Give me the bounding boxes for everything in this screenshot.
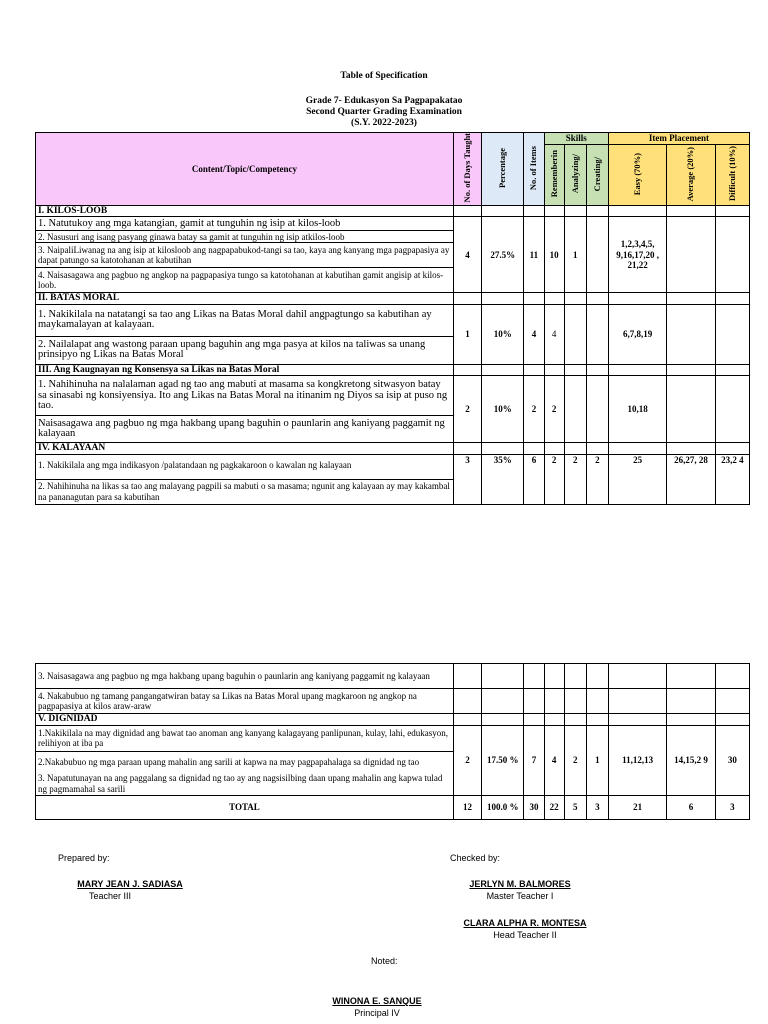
total-easy: 21	[608, 795, 666, 819]
checker2-block	[455, 918, 595, 940]
total-percentage: 100.0 %	[482, 795, 524, 819]
section-heading: II. BATAS MORAL	[36, 293, 454, 305]
analyzing-value: 2	[564, 454, 586, 504]
competency: 3. Naisasagawa ang pagbuo ng mga hakbang upang baguhin o paunlarin ang kaniyang paggamit ng kalayaan	[36, 664, 454, 689]
doc-grade: Grade 7- Edukasyon Sa Pagpapakatao	[305, 96, 463, 106]
creating-value: 1	[586, 725, 608, 795]
difficult-value	[715, 376, 749, 443]
creating-value	[586, 217, 608, 293]
easy-value: 11,12,13	[608, 725, 666, 795]
creating-value	[586, 304, 608, 364]
analyzing-value	[564, 376, 586, 443]
total-label: TOTAL	[36, 795, 454, 819]
spec-table-continued	[35, 663, 750, 820]
section-heading: III. Ang Kaugnayan ng Konsensya sa Likas na Batas Moral	[36, 364, 454, 376]
percentage-value: 10%	[482, 304, 524, 364]
header-analyzing: Analyzing/	[564, 145, 586, 206]
section-heading: I. KILOS-LOOB	[36, 205, 454, 217]
checker1-block	[450, 879, 590, 901]
noted-label: Noted:	[371, 956, 398, 966]
competency: Naisasagawa ang pagbuo ng mga hakbang upang baguhin o paunlarin ang kaniyang paggamit ng kalayaan	[36, 416, 454, 443]
analyzing-value	[564, 304, 586, 364]
remembering-value: 10	[544, 217, 564, 293]
competency: 1. Nahihinuha na nalalaman agad ng tao ang mabuti at masama sa kongkretong sitwasyon batay sa sinasabi ng konsiyensiya. Ito ang Likas na Batas Moral na itinanim ng Diyos sa isip at puso ng tao.	[36, 376, 454, 416]
total-remembering: 22	[544, 795, 564, 819]
checker1-title: Master Teacher I	[486, 891, 554, 901]
items-value: 6	[524, 454, 544, 504]
easy-value: 25	[608, 454, 666, 504]
average-value	[667, 304, 715, 364]
difficult-value	[715, 217, 749, 293]
doc-sy: (S.Y. 2022-2023)	[351, 118, 417, 128]
total-average: 6	[667, 795, 715, 819]
creating-value: 2	[586, 454, 608, 504]
easy-value: 1,2,3,4,5, 9,16,17,20 , 21,22	[608, 217, 666, 293]
remembering-value: 2	[544, 454, 564, 504]
days-value: 2	[453, 725, 481, 795]
noter-name: WINONA E. SANQUE	[332, 996, 422, 1006]
percentage-value: 35%	[482, 454, 524, 504]
competency: 3. NaipaliLiwanag na ang isip at kilosloob ang nagpapabukod-tangi sa tao, kaya ang kanyang mga pagpapasiya ay dapat patungo sa katotohanan at kabutihan	[36, 243, 454, 268]
header-creating: Creating/	[586, 145, 608, 206]
competency: 1. Natutukoy ang mga katangian, gamit at tunguhin ng isip at kilos-loob	[36, 217, 454, 231]
preparer-block	[60, 879, 200, 901]
competency: 1. Nakikilala ang mga indikasyon /palatandaan ng pagkakaroon o kawalan ng kalayaan	[36, 454, 454, 479]
total-analyzing: 5	[564, 795, 586, 819]
checker1-name: JERLYN M. BALMORES	[469, 879, 571, 889]
competency: 2. Nailalapat ang wastong paraan upang baguhin ang mga pasya at kilos na taliwas sa unang prinsipyo ng Likas na Batas Moral	[36, 336, 454, 364]
days-value: 3	[453, 454, 481, 504]
preparer-title: Teacher III	[88, 891, 132, 901]
remembering-value: 4	[544, 725, 564, 795]
competency: 4. Naisasagawa ang pagbuo ng angkop na pagpapasiya tungo sa katotohanan at kabutihan gamit angisip at kilos-loob.	[36, 268, 454, 293]
checker2-title: Head Teacher II	[493, 930, 557, 940]
competency: 4. Nakabubuo ng tamang pangangatwiran batay sa Likas na Batas Moral upang magkaroon ng angkop na pagpapasiya at kilos araw-araw	[36, 689, 454, 714]
prepared-by-label: Prepared by:	[58, 853, 110, 863]
analyzing-value: 1	[564, 217, 586, 293]
header-days: No. of Days Taught	[453, 133, 481, 206]
competency: 2.Nakabubuo ng mga paraan upang mahalin ang sarili at kapwa na may pagpapahalaga sa dignidad ng tao	[36, 751, 454, 773]
header-percentage: Percentage	[482, 133, 524, 206]
days-value: 2	[453, 376, 481, 443]
doc-title: Table of Specification	[340, 71, 428, 81]
header-easy: Easy (70%)	[608, 145, 666, 206]
spec-table	[35, 132, 750, 505]
average-value	[667, 376, 715, 443]
easy-value: 6,7,8,19	[608, 304, 666, 364]
header-skills: Skills	[544, 133, 608, 145]
average-value	[667, 217, 715, 293]
competency: 3. Napatutunayan na ang paggalang sa dignidad ng tao ay ang nagsisilbing daan upang mahalin ang kapwa tulad ng pagmamahal sa sarili	[36, 773, 454, 795]
header-items: No. of Items	[524, 133, 544, 206]
days-value: 4	[453, 217, 481, 293]
difficult-value: 23,2 4	[715, 454, 749, 504]
creating-value	[586, 376, 608, 443]
difficult-value: 30	[715, 725, 749, 795]
noter-block	[307, 996, 447, 1018]
preparer-name: MARY JEAN J. SADIASA	[77, 879, 183, 889]
header-remembering: Rememberin	[544, 145, 564, 206]
easy-value: 10,18	[608, 376, 666, 443]
header-difficult: Difficult (10%)	[715, 145, 749, 206]
items-value: 2	[524, 376, 544, 443]
section-heading: IV. KALAYAAN	[36, 443, 454, 455]
percentage-value: 17.50 %	[482, 725, 524, 795]
header-content: Content/Topic/Competency	[36, 133, 454, 206]
remembering-value: 4	[544, 304, 564, 364]
total-items: 30	[524, 795, 544, 819]
difficult-value	[715, 304, 749, 364]
days-value: 1	[453, 304, 481, 364]
total-days: 12	[453, 795, 481, 819]
competency: 1. Nakikilala na natatangi sa tao ang Likas na Batas Moral dahil angpagtungo sa kabutihan ay maykamalayan at kalayaan.	[36, 304, 454, 336]
analyzing-value: 2	[564, 725, 586, 795]
average-value: 26,27, 28	[667, 454, 715, 504]
percentage-value: 27.5%	[482, 217, 524, 293]
total-creating: 3	[586, 795, 608, 819]
total-difficult: 3	[715, 795, 749, 819]
items-value: 11	[524, 217, 544, 293]
competency: 2. Nahihinuha na likas sa tao ang malayang pagpili sa mabuti o sa masama; ngunit ang kalayaan ay may kakambal na pananagutan para sa kabutihan	[36, 479, 454, 504]
competency: 1.Nakikilala na may dignidad ang bawat tao anoman ang kanyang kalagayang panlipunan, kulay, lahi, edukasyon, relihiyon at iba pa	[36, 725, 454, 751]
section-heading: V. DIGNIDAD	[36, 714, 454, 726]
checker2-name: CLARA ALPHA R. MONTESA	[463, 918, 587, 928]
header-average: Average (20%)	[667, 145, 715, 206]
competency: 2. Nasusuri ang isang pasyang ginawa batay sa gamit at tunguhin ng isip atkilos-loob	[36, 231, 454, 243]
average-value: 14,15,2 9	[667, 725, 715, 795]
checked-by-label: Checked by:	[450, 853, 501, 863]
items-value: 4	[524, 304, 544, 364]
doc-exam: Second Quarter Grading Examination	[306, 107, 462, 117]
items-value: 7	[524, 725, 544, 795]
percentage-value: 10%	[482, 376, 524, 443]
remembering-value: 2	[544, 376, 564, 443]
noter-title: Principal IV	[354, 1008, 400, 1018]
header-item-placement: Item Placement	[608, 133, 749, 145]
